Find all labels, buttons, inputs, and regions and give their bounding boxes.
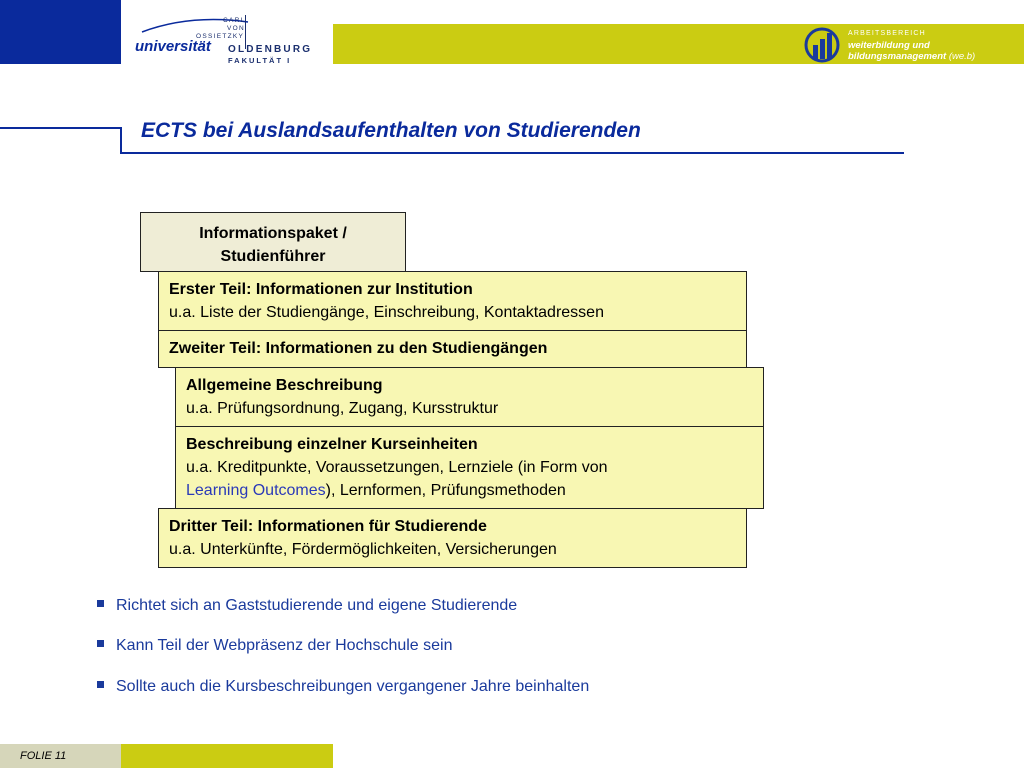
logo-universitaet: universität — [135, 38, 211, 55]
bullet-text-1: Richtet sich an Gaststudierende und eigene Studierende — [116, 597, 518, 614]
logo-carl: CARL — [223, 17, 246, 24]
logo-oldenburg: OLDENBURG — [228, 44, 313, 55]
general-description-heading: Allgemeine Beschreibung — [186, 377, 383, 394]
bullet-text-3: Sollte auch die Kursbeschreibungen vergangener Jahre beinhalten — [116, 678, 590, 695]
part3-heading: Dritter Teil: Informationen für Studierende — [169, 518, 487, 535]
course-description-heading: Beschreibung einzelner Kurseinheiten — [186, 436, 478, 453]
logo-ossietzky: OSSIETZKY — [196, 33, 245, 40]
logo-fakultaet: FAKULTÄT I — [228, 56, 292, 65]
bullet-square-icon — [97, 681, 104, 688]
bullet-item-2 — [97, 637, 453, 655]
part1-detail: u.a. Liste der Studiengänge, Einschreibung, Kontaktadressen — [169, 304, 604, 321]
web-logo-suffix: (we.b) — [948, 51, 976, 62]
bullet-square-icon — [97, 640, 104, 647]
course-description-detail-line1: u.a. Kreditpunkte, Voraussetzungen, Lernziele (in Form von — [186, 459, 608, 476]
part1-heading: Erster Teil: Informationen zur Institution — [169, 281, 473, 298]
logo-von: VON — [227, 25, 245, 32]
part3-box — [158, 508, 747, 568]
course-description-box — [175, 426, 764, 509]
general-description-detail: u.a. Prüfungsordnung, Zugang, Kursstruktur — [186, 400, 499, 417]
general-description-box — [175, 367, 764, 427]
bullet-item-3 — [97, 678, 589, 696]
info-package-line1: Informationspaket / — [199, 225, 347, 242]
title-rule-vertical — [120, 127, 122, 154]
info-package-line2: Studienführer — [220, 248, 326, 265]
part2-heading: Zweiter Teil: Informationen zu den Studiengängen — [169, 340, 548, 357]
learning-outcomes-link[interactable]: Learning Outcomes — [186, 482, 326, 499]
course-description-detail-line2: ), Lernformen, Prüfungsmethoden — [325, 482, 566, 499]
title-rule-left — [0, 127, 121, 129]
part1-box — [158, 271, 747, 331]
slide-number-label: FOLIE 11 — [20, 750, 67, 762]
web-logo-line2: weiterbildung und — [848, 40, 930, 51]
web-logo-line1: ARBEITSBEREICH — [848, 30, 926, 37]
bullet-square-icon — [97, 600, 104, 607]
web-chart-icon — [804, 27, 840, 63]
header-blue-block — [0, 0, 121, 64]
web-logo — [804, 27, 1019, 63]
part2-box — [158, 330, 747, 368]
bullet-text-2: Kann Teil der Webpräsenz der Hochschule sein — [116, 637, 453, 654]
university-logo — [135, 14, 325, 66]
part3-detail: u.a. Unterkünfte, Fördermöglichkeiten, Versicherungen — [169, 541, 557, 558]
web-logo-line3: bildungsmanagement (we.b) — [848, 51, 976, 62]
footer-yellow-band — [121, 744, 333, 768]
title-rule-bottom — [120, 152, 904, 154]
info-package-box — [140, 212, 406, 272]
bullet-item-1 — [97, 597, 517, 615]
page-title: ECTS bei Auslandsaufenthalten von Studierenden — [141, 119, 641, 142]
